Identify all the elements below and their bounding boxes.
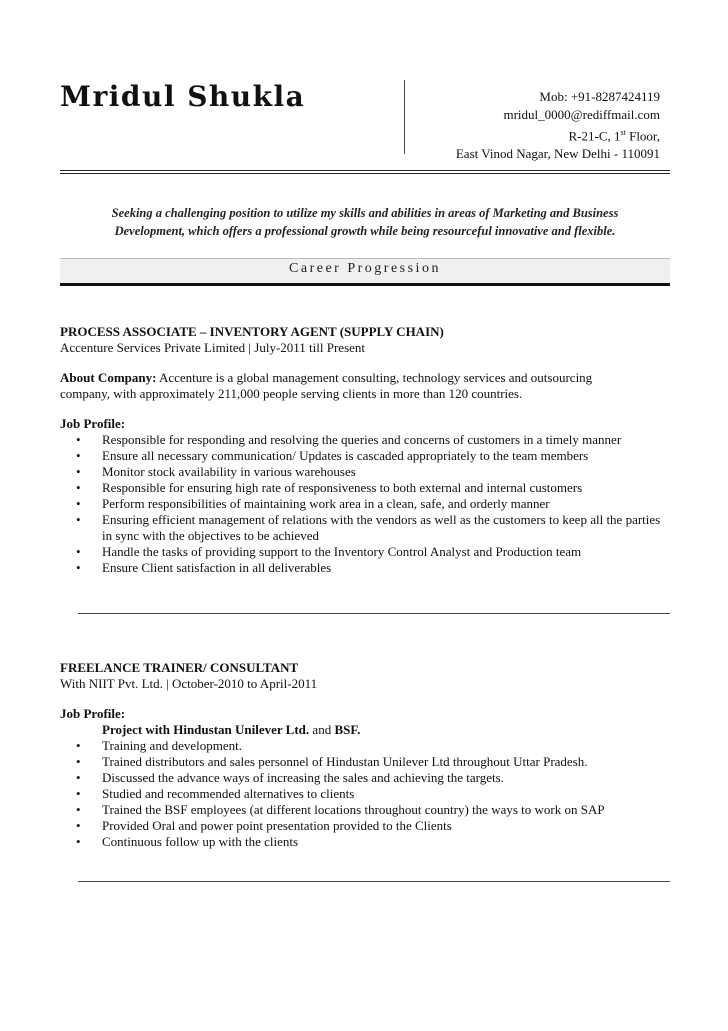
header-rule (60, 170, 670, 174)
list-item: • Discussed the advance ways of increasing the sales and achieving the targets. (60, 770, 680, 786)
list-item: • Provided Oral and power point presentation provided to the Clients (60, 818, 680, 834)
job-bullets (60, 738, 680, 850)
job-title: PROCESS ASSOCIATE – INVENTORY AGENT (SUPPLY CHAIN) (60, 324, 444, 339)
list-item: • Ensuring efficient management of relations with the vendors as well as the customers to keep all the parties in sync with the objectives to be achieved (60, 512, 680, 544)
list-item: • Perform responsibilities of maintaining work area in a clean, safe, and orderly manner (60, 496, 680, 512)
career-objective: Seeking a challenging position to utilize my skills and abilities in areas of Marketing and Business Development, which offers a professional growth while being resourceful innovative and flexible. (111, 206, 619, 238)
section-divider (78, 613, 670, 614)
list-item: • Ensure Client satisfaction in all deliverables (60, 560, 680, 576)
header-divider (404, 80, 405, 154)
job-entry-accenture (60, 324, 680, 576)
job-company: Accenture Services Private Limited | July-2011 till Present (60, 340, 366, 355)
list-item: • Handle the tasks of providing support to the Inventory Control Analyst and Production team (60, 544, 680, 560)
list-item: • Training and development. (60, 738, 680, 754)
list-item: • Studied and recommended alternatives to clients (60, 786, 680, 802)
job-company: With NIIT Pvt. Ltd. | October-2010 to April-2011 (60, 676, 318, 691)
list-item: • Responsible for ensuring high rate of responsiveness to both external and internal customers (60, 480, 680, 496)
list-item: • Ensure all necessary communication/ Updates is cascaded appropriately to the team members (60, 448, 680, 464)
job-entry-niit (60, 660, 680, 850)
job-profile-label: Job Profile: (60, 416, 126, 431)
project-line: Project with Hindustan Unilever Ltd. and BSF. (102, 722, 361, 737)
list-item: • Continuous follow up with the clients (60, 834, 680, 850)
mobile-number: Mob: +91-8287424119 (539, 89, 660, 104)
list-item: • Trained the BSF employees (at different locations throughout country) the ways to work on SAP (60, 802, 680, 818)
section-title: Career Progression (289, 261, 441, 276)
section-divider (78, 881, 670, 882)
list-item: • Monitor stock availability in various warehouses (60, 464, 680, 480)
list-item: • Trained distributors and sales personnel of Hindustan Unilever Ltd throughout Uttar Pradesh. (60, 754, 680, 770)
list-item: • Responsible for responding and resolving the queries and concerns of customers in a timely manner (60, 432, 680, 448)
job-title: FREELANCE TRAINER/ CONSULTANT (60, 660, 299, 675)
job-bullets (60, 432, 680, 576)
candidate-name: Mridul Shukla (60, 80, 306, 113)
email-address: mridul_0000@rediffmail.com (503, 107, 660, 122)
address-line-1: R-21-C, 1st Floor, (568, 128, 660, 144)
job-profile-label: Job Profile: (60, 706, 126, 721)
about-company-cont: company, with approximately 211,000 people serving clients in more than 120 countries. (60, 386, 523, 401)
about-company: About Company: Accenture is a global management consulting, technology services and outsourcing (60, 370, 593, 385)
contact-block (456, 88, 660, 163)
address-line-2: East Vinod Nagar, New Delhi - 110091 (455, 146, 660, 162)
